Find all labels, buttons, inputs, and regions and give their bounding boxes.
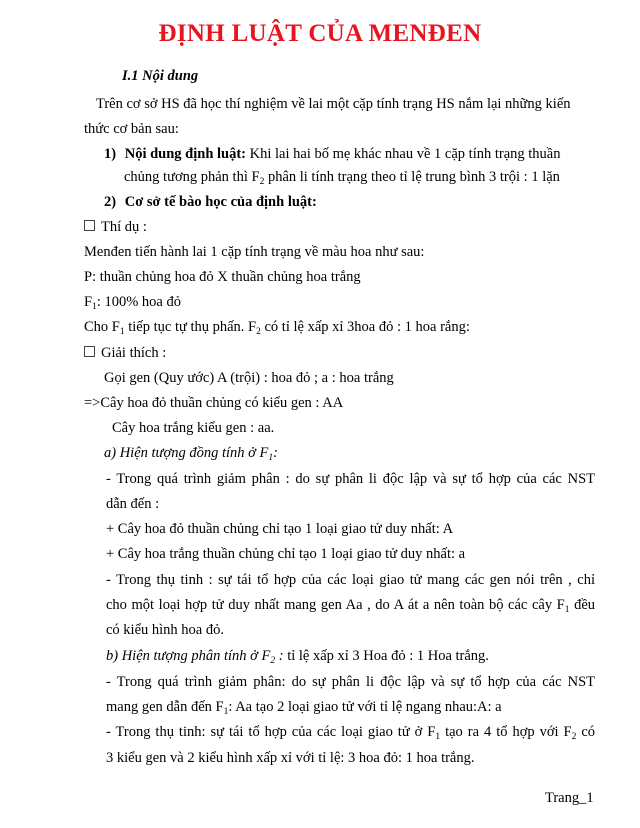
section-heading-content: I.1 Nội dung — [122, 68, 199, 84]
section-a-heading: a) Hiện tượng đồng tính ở $F_1$: — [104, 445, 278, 463]
explain-line-3: Cây hoa trắng kiểu gen : aa. — [112, 420, 275, 436]
section-a-para-2: + Cây hoa đỏ thuần chủng chỉ tạo 1 loại giao tử duy nhất: A — [106, 521, 454, 537]
square-bullet-icon — [84, 346, 95, 357]
explain-label: Giải thích : — [101, 345, 167, 361]
example-line-4: Cho $F_1$ tiếp tục tự thụ phấn. $F_2$ có tỉ lệ xấp xỉ 3hoa đỏ : 1 hoa rắng: — [84, 319, 470, 337]
item-1-number: 1) — [104, 146, 117, 162]
item-2 — [104, 193, 317, 211]
section-b-para-2-line-2: 3 kiểu gen và 2 kiểu hình xấp xỉ với tỉ lệ: 3 hoa đỏ: 1 hoa trắng. — [106, 750, 475, 766]
section-a-para-1-line-1: - Trong quá trình giảm phân : do sự phân li độc lập và sự tổ hợp của các NST — [106, 471, 595, 487]
intro-line-1: Trên cơ sở HS đã học thí nghiệm về lai một cặp tính trạng HS nắm lại những kiến — [96, 96, 571, 112]
example-line-2: P: thuần chủng hoa đỏ X thuần chủng hoa trắng — [84, 269, 361, 285]
intro-line-2: thức cơ bản sau: — [84, 121, 179, 137]
section-b-para-2-line-1: - Trong thụ tinh: sự tái tổ hợp của các loại giao tử ở $F_1$ tạo ra 4 tổ hợp với $F_2$ có — [106, 724, 595, 742]
item-2-number: 2) — [104, 194, 117, 210]
document-title: ĐỊNH LUẬT CỦA MENĐEN — [158, 20, 482, 47]
page-number: Trang_1 — [545, 790, 594, 806]
item-1 — [104, 145, 561, 163]
item-1-text: Khi lai hai bố mẹ khác nhau về 1 cặp tính trạng thuần — [246, 146, 561, 162]
explain-line-2: =>Cây hoa đỏ thuần chủng có kiểu gen : AA — [84, 395, 344, 411]
item-1-text-line-2: chủng tương phản thì $F_2$ phân li tính trạng theo tỉ lệ trung bình 3 trội : 1 lặn — [124, 169, 560, 187]
item-2-label: Cơ sở tế bào học của định luật: — [124, 194, 317, 210]
explain-bullet — [84, 344, 166, 362]
example-line-1: Menđen tiến hành lai 1 cặp tính trạng về màu hoa như sau: — [84, 244, 425, 260]
explain-line-1: Gọi gen (Quy ước) A (trội) : hoa đỏ ; a : hoa trắng — [104, 370, 394, 386]
section-a-para-1-line-2: dẫn đến : — [106, 496, 160, 512]
section-a-para-4-line-3: có kiểu hình hoa đỏ. — [106, 622, 224, 638]
section-b-para-1-line-2: mang gen dẫn đến $F_1$: Aa tạo 2 loại giao tử với tỉ lệ ngang nhau:A: a — [106, 699, 502, 717]
example-bullet — [84, 218, 147, 236]
section-b-heading: b) Hiện tượng phân tính ở $F_2$ : tỉ lệ xấp xỉ 3 Hoa đỏ : 1 Hoa trắng. — [106, 648, 489, 666]
section-a-para-4-line-1: - Trong thụ tinh : sự tái tổ hợp của các loại giao tử mang các gen nói trên , chỉ — [106, 572, 595, 588]
section-a-para-3: + Cây hoa trắng thuần chủng chỉ tạo 1 loại giao tử duy nhất: a — [106, 546, 466, 562]
section-a-para-4-line-2: cho một loại hợp tử duy nhất mang gen Aa , do A át a nên toàn bộ các cây $F_1$ đều — [106, 597, 596, 615]
example-label: Thí dụ : — [101, 219, 147, 235]
example-line-3: $F_1$: 100% hoa đỏ — [84, 294, 181, 312]
item-1-label: Nội dung định luật: — [124, 146, 247, 162]
square-bullet-icon — [84, 220, 95, 231]
section-b-para-1-line-1: - Trong quá trình giảm phân: do sự phân li độc lập và sự tổ hợp của các NST — [106, 674, 595, 690]
